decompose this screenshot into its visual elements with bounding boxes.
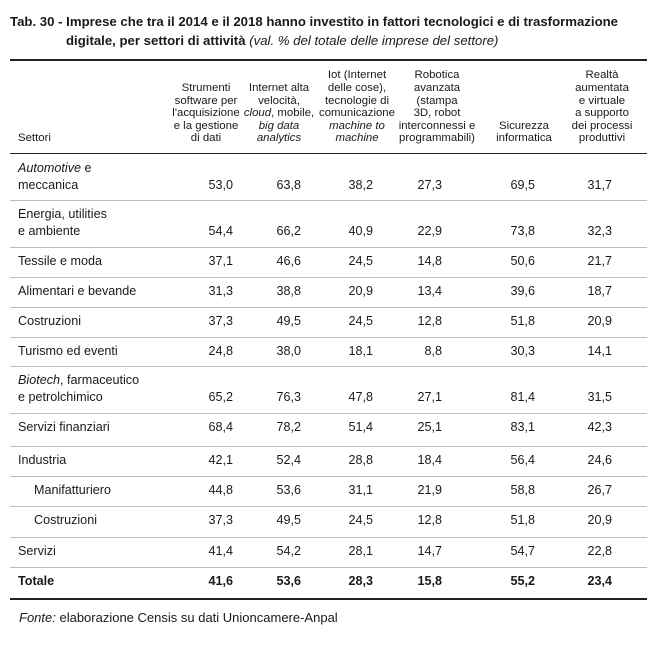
row-label	[18, 573, 54, 590]
row-label	[18, 206, 107, 240]
header-line: e la gestione	[173, 119, 239, 132]
row-label-line	[18, 372, 139, 389]
cell-value: 83,1	[510, 420, 535, 434]
cell-value: 78,2	[276, 420, 301, 434]
header-line: informatica	[496, 132, 552, 145]
cell-value: 49,5	[276, 513, 301, 527]
header-sector: Settori	[18, 132, 51, 145]
header-line: (stampa	[416, 94, 458, 107]
row-label	[18, 543, 56, 560]
row-label	[18, 343, 118, 360]
header-segment: big data	[258, 119, 300, 132]
cell-value: 54,2	[276, 544, 301, 558]
cell-value: 24,5	[348, 254, 373, 268]
cell-value: 54,4	[208, 224, 233, 238]
cell-value: 24,6	[587, 453, 612, 467]
row-label-line	[18, 573, 54, 590]
header-line: di dati	[190, 132, 222, 145]
cell-value: 41,6	[208, 574, 233, 588]
cell-value: 28,3	[348, 574, 373, 588]
row-label-line	[18, 419, 110, 436]
cell-value: 20,9	[587, 314, 612, 328]
table-row	[10, 573, 647, 590]
header-line: aumentata	[575, 81, 629, 94]
table-title-line1: Tab. 30 - Imprese che tra il 2014 e il 2018 hanno investito in fattori tecnologici e di trasformazione	[10, 14, 619, 29]
cell-value: 24,8	[208, 344, 233, 358]
header-segment: Iot (Internet	[327, 69, 387, 82]
row-label-segment: Manifatturiero	[34, 483, 111, 497]
row-label-segment: Costruzioni	[18, 314, 81, 328]
row-label-segment: , farmaceutico	[60, 373, 140, 387]
source-note	[19, 610, 338, 625]
cell-value: 30,3	[510, 344, 535, 358]
row-label-line	[18, 283, 136, 300]
cell-value: 18,7	[587, 284, 612, 298]
row-label-line	[18, 343, 118, 360]
row-label-segment: e ambiente	[18, 224, 81, 238]
row-label-line	[18, 313, 81, 330]
row-label-segment: Turismo ed eventi	[18, 344, 118, 358]
table-row	[10, 452, 647, 469]
row-divider	[10, 567, 647, 568]
header-line: interconnessi e	[398, 119, 476, 132]
cell-value: 8,8	[424, 344, 442, 358]
header-segment: analytics	[256, 132, 302, 145]
cell-value: 14,8	[417, 254, 442, 268]
cell-value: 65,2	[208, 390, 233, 404]
header-line: 3D, robot	[413, 107, 461, 120]
row-label-line	[18, 389, 139, 406]
header-line: l'acquisizione	[172, 107, 240, 120]
table-row	[10, 313, 647, 330]
cell-value: 63,8	[276, 178, 301, 192]
row-label-line	[34, 482, 111, 499]
cell-value: 54,7	[510, 544, 535, 558]
row-label-segment: Automotive	[18, 161, 81, 175]
cell-value: 53,6	[276, 483, 301, 497]
table-row	[10, 206, 647, 242]
cell-value: 69,5	[510, 178, 535, 192]
header-line: Sicurezza	[498, 119, 549, 132]
header-line: e virtuale	[578, 94, 626, 107]
cell-value: 42,1	[208, 453, 233, 467]
row-divider	[10, 506, 647, 507]
cell-value: 26,7	[587, 483, 612, 497]
table-row	[10, 543, 647, 560]
row-label-line	[18, 543, 56, 560]
cell-value: 13,4	[417, 284, 442, 298]
header-line: a supporto	[575, 107, 629, 120]
table-row	[10, 283, 647, 300]
source-text: elaborazione Censis su dati Unioncamere-Anpal	[55, 610, 338, 625]
header-line: dei processi	[571, 119, 633, 132]
cell-value: 37,3	[208, 314, 233, 328]
table-row	[10, 512, 647, 529]
header-line: avanzata	[413, 81, 461, 94]
table-subtitle: (val. % del totale delle imprese del settore)	[249, 33, 499, 48]
cell-value: 73,8	[510, 224, 535, 238]
cell-value: 66,2	[276, 224, 301, 238]
cell-value: 42,3	[587, 420, 612, 434]
cell-value: 32,3	[587, 224, 612, 238]
table-row	[10, 372, 647, 408]
cell-value: 23,4	[587, 574, 612, 588]
cell-value: 18,1	[348, 344, 373, 358]
row-label-line	[18, 223, 107, 240]
cell-value: 44,8	[208, 483, 233, 497]
row-divider	[10, 413, 647, 414]
header-line: Strumenti	[181, 82, 231, 94]
row-label-segment: meccanica	[18, 178, 79, 192]
row-divider	[10, 537, 647, 538]
header-col4	[389, 69, 485, 145]
cell-value: 50,6	[510, 254, 535, 268]
header-line: Realtà	[585, 69, 619, 82]
cell-value: 21,9	[417, 483, 442, 497]
cell-value: 31,3	[208, 284, 233, 298]
row-divider	[10, 307, 647, 308]
cell-value: 12,8	[417, 314, 442, 328]
header-line: Robotica	[414, 69, 460, 82]
cell-value: 20,9	[348, 284, 373, 298]
row-label-line	[18, 160, 92, 177]
row-divider	[10, 446, 647, 447]
top-rule	[10, 59, 647, 61]
cell-value: 51,4	[348, 420, 373, 434]
row-label-segment: Biotech	[18, 373, 61, 387]
header-line: produttivi	[578, 132, 626, 145]
row-label-segment: Industria	[18, 453, 67, 467]
row-label-segment: Tessile e moda	[18, 254, 102, 268]
cell-value: 14,1	[587, 344, 612, 358]
cell-value: 51,8	[510, 513, 535, 527]
cell-value: 38,8	[276, 284, 301, 298]
row-label-line	[18, 452, 66, 469]
table-row	[10, 419, 647, 436]
cell-value: 31,7	[587, 178, 612, 192]
cell-value: 52,4	[276, 453, 301, 467]
header-col6	[554, 69, 650, 145]
row-label	[18, 283, 136, 300]
row-divider	[10, 200, 647, 201]
table-title	[10, 12, 660, 50]
cell-value: 39,6	[510, 284, 535, 298]
table-title-line2-text: digitale, per settori di attività	[66, 33, 246, 48]
table-row	[10, 482, 647, 499]
cell-value: 18,4	[417, 453, 442, 467]
row-label	[18, 253, 102, 270]
header-segment: machine	[335, 132, 379, 145]
row-label-segment: Energia, utilities	[18, 207, 107, 221]
cell-value: 20,9	[587, 513, 612, 527]
cell-value: 37,1	[208, 254, 233, 268]
cell-value: 53,0	[208, 178, 233, 192]
header-line: programmabili)	[399, 132, 475, 145]
header-segment: cloud	[243, 107, 272, 120]
row-label-segment: Costruzioni	[34, 513, 97, 527]
table-title-line2	[10, 31, 660, 50]
row-label-segment: Servizi finanziari	[18, 420, 110, 434]
row-divider	[10, 366, 647, 367]
row-divider	[10, 476, 647, 477]
cell-value: 58,8	[510, 483, 535, 497]
cell-value: 14,7	[417, 544, 442, 558]
row-divider	[10, 277, 647, 278]
row-label-line	[34, 512, 97, 529]
header-segment: velocità,	[258, 94, 300, 107]
header-segment: tecnologie di	[325, 94, 389, 107]
row-divider	[10, 337, 647, 338]
cell-value: 56,4	[510, 453, 535, 467]
cell-value: 27,1	[417, 390, 442, 404]
cell-value: 24,5	[348, 314, 373, 328]
cell-value: 37,3	[208, 513, 233, 527]
header-line: software per	[174, 94, 238, 107]
cell-value: 40,9	[348, 224, 373, 238]
row-label-line	[18, 253, 102, 270]
cell-value: 12,8	[417, 513, 442, 527]
cell-value: 47,8	[348, 390, 373, 404]
cell-value: 15,8	[417, 574, 442, 588]
table-row	[10, 160, 647, 196]
cell-value: 24,5	[348, 513, 373, 527]
row-label	[18, 313, 81, 330]
cell-value: 46,6	[276, 254, 301, 268]
cell-value: 81,4	[510, 390, 535, 404]
source-label: Fonte:	[19, 610, 56, 625]
row-label	[18, 372, 139, 406]
row-label	[18, 160, 92, 194]
row-label-line	[18, 177, 92, 194]
cell-value: 38,0	[276, 344, 301, 358]
cell-value: 27,3	[417, 178, 442, 192]
cell-value: 25,1	[417, 420, 442, 434]
cell-value: 68,4	[208, 420, 233, 434]
cell-value: 22,8	[587, 544, 612, 558]
cell-value: 41,4	[208, 544, 233, 558]
cell-value: 55,2	[510, 574, 535, 588]
bottom-rule	[10, 598, 647, 600]
header-segment: comunicazione	[319, 107, 395, 120]
cell-value: 51,8	[510, 314, 535, 328]
cell-value: 22,9	[417, 224, 442, 238]
table-row	[10, 343, 647, 360]
cell-value: 76,3	[276, 390, 301, 404]
cell-value: 38,2	[348, 178, 373, 192]
row-label-segment: Totale	[18, 574, 55, 588]
header-rule	[10, 153, 647, 154]
cell-value: 49,5	[276, 314, 301, 328]
row-label	[34, 512, 97, 529]
header-segment: machine to	[329, 119, 385, 132]
header-segment: , mobile,	[271, 107, 315, 120]
header-segment: delle cose),	[327, 81, 387, 94]
row-label-line	[18, 206, 107, 223]
cell-value: 31,5	[587, 390, 612, 404]
cell-value: 53,6	[276, 574, 301, 588]
cell-value: 21,7	[587, 254, 612, 268]
row-label-segment: e petrolchimico	[18, 390, 103, 404]
row-label	[34, 482, 111, 499]
header-segment: Internet alta	[248, 82, 310, 94]
table-row	[10, 253, 647, 270]
cell-value: 28,8	[348, 453, 373, 467]
cell-value: 28,1	[348, 544, 373, 558]
row-label	[18, 419, 110, 436]
row-label-segment: Servizi	[18, 544, 56, 558]
row-label	[18, 452, 66, 469]
row-label-segment: Alimentari e bevande	[18, 284, 137, 298]
row-label-segment: e	[81, 161, 92, 175]
row-divider	[10, 247, 647, 248]
cell-value: 31,1	[348, 483, 373, 497]
